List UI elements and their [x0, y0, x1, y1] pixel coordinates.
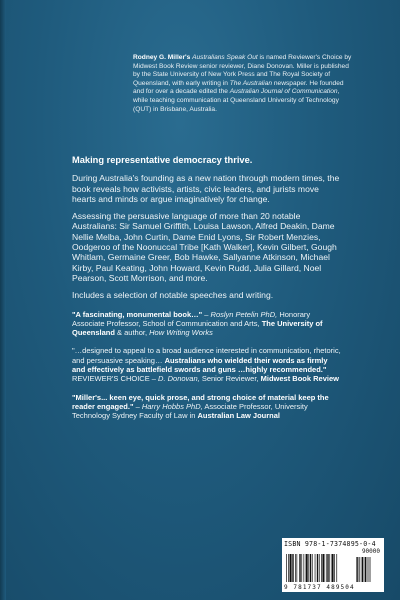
quote-1-institution: The University of Queensland	[72, 318, 323, 338]
blurb-paragraph-3: Includes a selection of notable speeches and writing.	[72, 290, 274, 301]
quote-3-role: Associate Professor, University Technology Sydney Faculty of Law in	[72, 401, 308, 421]
quote-1-author: Roslyn Petelin PhD,	[210, 309, 278, 319]
review-quote-1	[72, 310, 342, 338]
bio-text-1: is named Reviewer's Choice by Midwest Book Review senior reviewer, Diane Donovan. Miller is published by the State University of New York Press and The Royal Society of Queensland, with early writing in	[133, 54, 352, 87]
author-bio	[133, 54, 353, 114]
quote-1-work: How Writing Works	[149, 328, 213, 338]
quote-2-text: "…designed to appeal to a broad audience interested in communication, rhetoric, and persuasive speaking…	[72, 346, 341, 365]
quote-3-publication: Australian Law Journal	[197, 411, 281, 421]
isbn-label: ISBN 978-1-7374895-0-4	[284, 540, 376, 548]
quote-1-dash: –	[202, 309, 211, 319]
quote-1-role: Honorary Associate Professor, School of Communication and Arts,	[72, 309, 311, 328]
price-code: 90000	[361, 548, 380, 555]
quote-2-role: Senior Reviewer,	[199, 374, 261, 384]
review-quote-3	[72, 393, 342, 421]
isbn-barcode	[282, 538, 384, 592]
quote-3-author: Harry Hobbs PhD,	[141, 401, 203, 411]
bio-author-name: Rodney G. Miller's	[133, 54, 191, 61]
barcode-digits: 9 781737 489504	[284, 584, 355, 591]
blurb-headline: Making representative democracy thrive.	[72, 155, 253, 165]
bio-newspaper: The Australian	[229, 79, 273, 87]
barcode-bars	[286, 554, 380, 582]
quote-3-text: "Miller's... keen eye, quick prose, and strong choice of material keep the reader engaged."	[72, 392, 329, 411]
bio-text-2: newspaper. He founded and for over a decade edited the	[133, 79, 344, 96]
bio-journal: Australian Journal of Communication	[229, 88, 338, 96]
spine-shadow	[0, 0, 6, 600]
quote-2-author: D. Donovan,	[158, 374, 200, 384]
quote-2-publication: Midwest Book Review	[260, 374, 339, 384]
quote-1-amp: & author,	[114, 328, 150, 338]
review-quote-2	[72, 346, 342, 383]
quote-3-dash: –	[133, 401, 142, 411]
quote-1-text: "A fascinating, monumental book…"	[72, 309, 203, 319]
blurb	[72, 155, 342, 421]
blurb-paragraph-1: During Australia's founding as a new nation through modern times, the book reveals how activists, artists, civic leaders, and jurists move hearts and minds or argue imaginatively for change.	[72, 173, 340, 204]
quote-2-highlight: Australians who wielded their words as firmly and effectively as battlefield swords and guns …highly recommended."	[72, 355, 328, 375]
bio-book-title: Australians Speak Out	[192, 54, 258, 61]
bio-text-3: , while teaching communication at Queensland University of Technology (QUT) in Brisbane, Australia.	[133, 88, 340, 113]
quote-2-choice: REVIEWER'S CHOICE –	[72, 374, 159, 384]
blurb-paragraph-2: Assessing the persuasive language of more than 20 notable Australians: Sir Samuel Griffith, Louisa Lawson, Alfred Deakin, Dame Nellie Melba, John Curtin, Dame Enid Lyons, Sir Robert Menzies, Oodgeroo of the Noonuccal Tribe [Kath Walker], Kevin Gilbert, Gough Whitlam, Germaine Greer, Bob Hawke, Sallyanne Atkinson, Michael Kirby, Paul Keating, John Howard, Kevin Rudd, Julia Gillard, Noel Pearson, Scott Morrison, and more.	[72, 211, 337, 283]
